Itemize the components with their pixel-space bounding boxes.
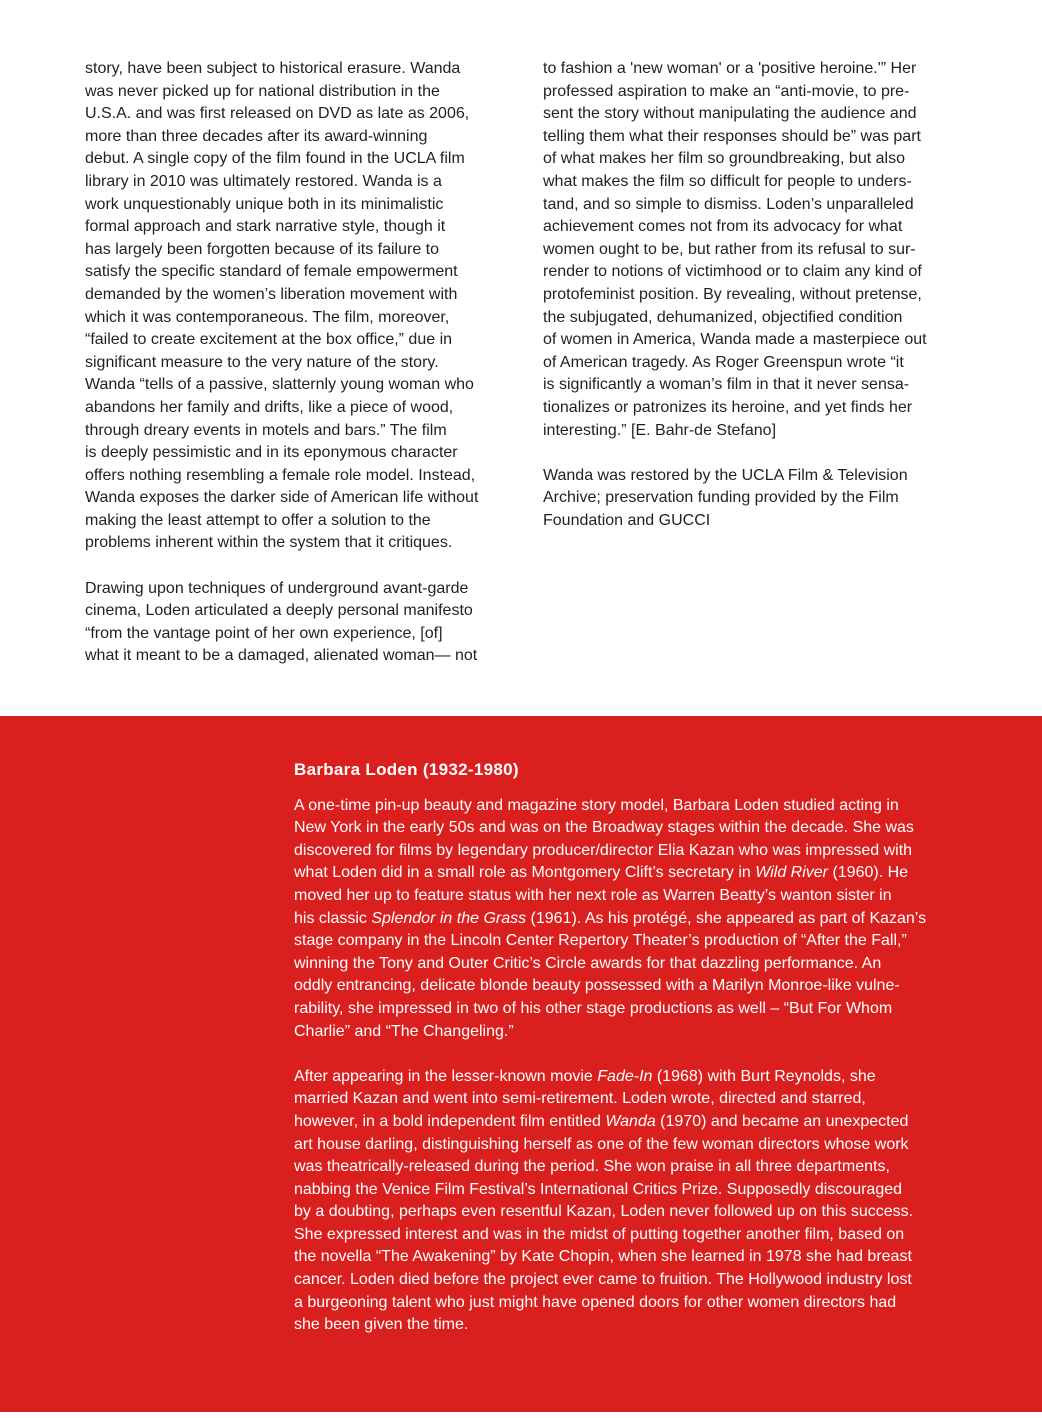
text-line: Archive; preservation funding provided by the Film — [543, 489, 899, 507]
text-line: offers nothing resembling a female role model. Instead, — [85, 466, 476, 484]
text-line: which it was contemporaneous. The film, moreover, — [85, 308, 450, 326]
text-line: of American tragedy. As Roger Greenspun wrote “it — [543, 353, 904, 371]
text-line: “failed to create excitement at the box office,” due in — [85, 331, 453, 349]
bio-line: discovered for films by legendary producer/director Elia Kazan who was impressed with — [294, 841, 913, 859]
text-line: formal approach and stark narrative style, though it — [85, 218, 446, 236]
text-line: is deeply pessimistic and in its eponymous character — [85, 444, 458, 462]
text-line: Wanda exposes the darker side of American life without — [85, 489, 479, 507]
bio-line: married Kazan and went into semi-retirement. Loden wrote, directed and starred, — [294, 1090, 866, 1108]
bio-line: moved her up to feature status with her next role as Warren Beatty’s wanton sister in — [294, 886, 892, 904]
bio-line: by a doubting, perhaps even resentful Kazan, Loden never followed up on this success. — [294, 1203, 914, 1221]
text-line: satisfy the specific standard of female empowerment — [85, 263, 458, 281]
text-line: is significantly a woman’s film in that it never sensa- — [543, 376, 910, 394]
bio-text: After appearing in the lesser-known movie — [294, 1067, 598, 1085]
text-line: tand, and so simple to dismiss. Loden’s unparalleled — [543, 195, 914, 213]
bio-line: A one-time pin-up beauty and magazine story model, Barbara Loden studied acting in — [294, 796, 899, 814]
film-title-wanda: Wanda — [605, 1112, 656, 1130]
text-line: Wanda was restored by the UCLA Film & Television — [543, 466, 908, 484]
text-line: of women in America, Wanda made a masterpiece out — [543, 331, 927, 349]
text-line: Wanda “tells of a passive, slatternly young woman who — [85, 376, 474, 394]
text-line: achievement comes not from its advocacy for what — [543, 218, 903, 236]
text-line: what it meant to be a damaged, alienated woman— not — [85, 647, 478, 665]
biography — [294, 759, 984, 1337]
right-column — [543, 58, 967, 532]
biography-paragraph-1 — [294, 795, 984, 1044]
text-line: sent the story without manipulating the audience and — [543, 105, 917, 123]
restoration-credit — [543, 465, 967, 533]
text-line: tionalizes or patronizes its heroine, and yet finds her — [543, 398, 913, 416]
text-line: was never picked up for national distribution in the — [85, 82, 440, 100]
paragraph-gap — [85, 555, 517, 578]
left-paragraph-2 — [85, 578, 517, 668]
text-line: demanded by the women’s liberation movement with — [85, 285, 458, 303]
bio-line: cancer. Loden died before the project ever came to fruition. The Hollywood industry lost — [294, 1271, 912, 1289]
text-line: “from the vantage point of her own experience, [of] — [85, 624, 443, 642]
text-line: interesting.” [E. Bahr-de Stefano] — [543, 421, 777, 439]
text-line: what makes the film so difficult for people to unders- — [543, 172, 912, 190]
paragraph-gap — [543, 442, 967, 465]
text-line: more than three decades after its award-winning — [85, 127, 428, 145]
right-paragraph-1 — [543, 58, 967, 442]
bio-text: what Loden did in a small role as Montgomery Clift’s secretary in — [294, 864, 756, 882]
biography-paragraph-2 — [294, 1066, 984, 1337]
text-line: women ought to be, but rather from its refusal to sur- — [543, 240, 916, 258]
text-line: making the least attempt to offer a solution to the — [85, 511, 431, 529]
bio-line: Charlie” and “The Changeling.” — [294, 1022, 514, 1040]
text-line: of what makes her film so groundbreaking, but also — [543, 150, 905, 168]
text-line: work unquestionably unique both in its minimalistic — [85, 195, 444, 213]
bio-line — [294, 862, 984, 885]
bio-text: however, in a bold independent film entitled — [294, 1112, 606, 1130]
bio-line: New York in the early 50s and was on the Broadway stages within the decade. She was — [294, 819, 914, 837]
text-line: significant measure to the very nature of the story. — [85, 353, 439, 371]
bio-line: was theatrically-released during the period. She won praise in all three departments, — [294, 1158, 890, 1176]
bio-text: (1961). As his protégé, she appeared as part of Kazan’s — [526, 909, 927, 927]
text-line: cinema, Loden articulated a deeply personal manifesto — [85, 602, 473, 620]
text-line: to fashion a 'new woman' or a 'positive heroine.'” Her — [543, 60, 917, 77]
bio-line — [294, 908, 984, 931]
bio-line: stage company in the Lincoln Center Repertory Theater’s production of “After the Fall,” — [294, 932, 907, 950]
bio-text: (1970) and became an unexpected — [655, 1112, 909, 1130]
bio-line — [294, 1066, 984, 1089]
bio-line: oddly entrancing, delicate blonde beauty possessed with a Marilyn Monroe-like vulne- — [294, 977, 900, 995]
text-line: Drawing upon techniques of underground avant-garde — [85, 579, 469, 597]
film-title-fade-in: Fade-In — [597, 1067, 653, 1085]
text-line: U.S.A. and was first released on DVD as late as 2006, — [85, 105, 470, 123]
left-column — [85, 58, 517, 668]
text-line: through dreary events in motels and bars.” The film — [85, 421, 447, 439]
bio-line: she been given the time. — [294, 1316, 469, 1334]
bio-line: winning the Tony and Outer Critic’s Circle awards for that dazzling performance. An — [294, 954, 882, 972]
bio-text: (1960). He — [828, 864, 909, 882]
text-line: debut. A single copy of the film found in the UCLA film — [85, 150, 465, 168]
bio-text: (1968) with Burt Reynolds, she — [652, 1067, 876, 1085]
bio-line: nabbing the Venice Film Festival’s International Critics Prize. Supposedly discouraged — [294, 1180, 903, 1198]
bio-line — [294, 1111, 984, 1134]
biography-title: Barbara Loden (1932-1980) — [294, 760, 519, 779]
left-paragraph-1 — [85, 58, 517, 555]
text-line: telling them what their responses should be” was part — [543, 127, 921, 145]
text-line: problems inherent within the system that it critiques. — [85, 534, 453, 552]
bio-line: rability, she impressed in two of his other stage productions as well – “But For Whom — [294, 999, 893, 1017]
bio-line: the novella “The Awakening” by Kate Chopin, when she learned in 1978 she had breast — [294, 1248, 912, 1266]
text-line: abandons her family and drifts, like a piece of wood, — [85, 398, 454, 416]
text-line: Foundation and GUCCI — [543, 511, 711, 529]
text-line: the subjugated, dehumanized, objectified condition — [543, 308, 903, 326]
bio-line: She expressed interest and was in the midst of putting together another film, based on — [294, 1225, 905, 1243]
paragraph-gap — [294, 1043, 984, 1066]
text-line: library in 2010 was ultimately restored. Wanda is a — [85, 172, 442, 190]
text-line: has largely been forgotten because of its failure to — [85, 240, 439, 258]
bio-text: his classic — [294, 909, 372, 927]
text-line: render to notions of victimhood or to claim any kind of — [543, 263, 922, 281]
text-line: professed aspiration to make an “anti-movie, to pre- — [543, 82, 910, 100]
text-line: protofeminist position. By revealing, without pretense, — [543, 285, 922, 303]
text-line: story, have been subject to historical erasure. Wanda — [85, 60, 461, 77]
bio-line: art house darling, distinguishing herself as one of the few woman directors whose work — [294, 1135, 909, 1153]
bio-line: a burgeoning talent who just might have opened doors for other women directors had — [294, 1293, 897, 1311]
film-title-splendor: Splendor in the Grass — [371, 909, 527, 927]
film-title-wild-river: Wild River — [755, 864, 828, 882]
